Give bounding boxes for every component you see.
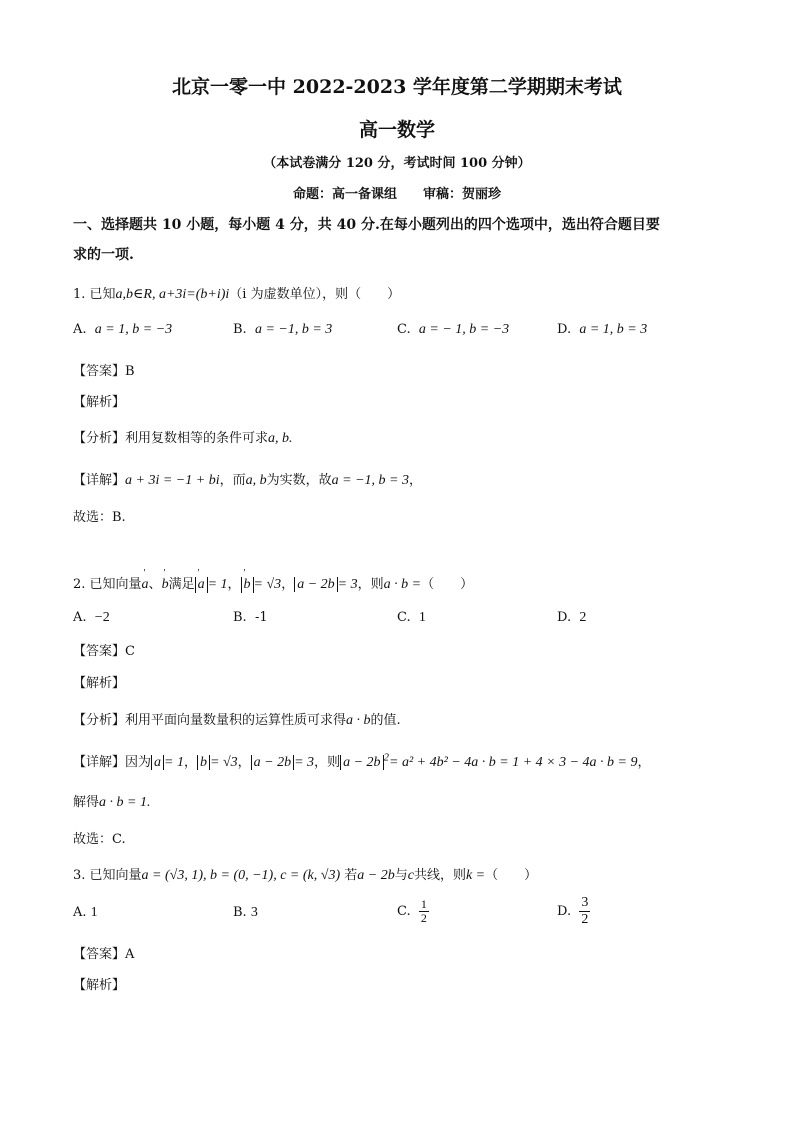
q3-option-c-fraction: $\frac{1}{2}$ (420, 897, 427, 925)
question-1 (73, 283, 400, 303)
q2-option-b: B. -1 (233, 610, 268, 625)
q2-solve: 解得a · b = 1. (73, 795, 151, 810)
q3-option-c: C. $\frac{1}{2}$ (397, 897, 427, 925)
authors-line: 命题：高一备课组 审稿：贺丽珍 (292, 187, 501, 202)
q3-option-d: D. $\frac{3}{2}$ (557, 895, 589, 927)
question-3: 3. 已知向量a = (√3, 1), b = (0, −1), c = (k, √3) 若a − 2b与c共线，则k =（ ） (73, 868, 538, 883)
exam-title: 北京一零一中 2022-2023 学年度第二学期期末考试 (172, 76, 622, 98)
q1-note: （i 为虚数单位），则（ ） (229, 287, 401, 302)
q1-option-b: B. a = −1, b = 3 (233, 322, 333, 337)
q2-option-d: D. 2 (557, 610, 587, 625)
q1-math: a,b∈R, a+3i=(b+i)i (115, 287, 230, 302)
q2-fenxi: 【分析】利用平面向量数量积的运算性质可求得a · b的值. (73, 713, 401, 728)
q2-option-c: C. 1 (397, 610, 426, 625)
q1-analysis-tag: 【解析】 (73, 395, 126, 410)
q2-conclusion: 故选：C. (73, 832, 126, 847)
q3-option-b: B. 3 (233, 905, 258, 920)
q3-analysis-tag: 【解析】 (73, 978, 126, 993)
q1-answer: 【答案】B (73, 364, 135, 379)
q1-conclusion: 故选：B. (73, 510, 126, 525)
q3-option-d-fraction: $\frac{3}{2}$ (581, 895, 589, 927)
q1-option-d: D. a = 1, b = 3 (557, 322, 648, 337)
q3-option-a: A. 1 (73, 905, 98, 920)
section-heading-line1: 一、选择题共 10 小题，每小题 4 分，共 40 分.在每小题列出的四个选项中，选出符合题目要 (73, 217, 660, 233)
q1-detail: 【详解】a + 3i = −1 + bi，而a, b为实数，故a = −1, b = 3， (73, 473, 422, 488)
q2-analysis-tag: 【解析】 (73, 676, 126, 691)
q2-answer: 【答案】C (73, 644, 135, 659)
section-heading-line2: 求的一项. (73, 247, 134, 263)
question-2: 2. 已知向量' a、' b满足' a = 1，' b = √3， a − 2b = 3，则a · b =（ ） (73, 573, 473, 593)
q2-option-a: A. −2 (73, 610, 110, 625)
q1-number: 1. 已知 (73, 287, 116, 302)
q2-detail: 【详解】因为 a = 1， b = √3， a − 2b = 3，则 a − 2b $^2$= a² + 4b² − 4a · b = 1 + 4 × 3 − 4a · b = 9， (73, 751, 651, 770)
q1-fenxi: 【分析】利用复数相等的条件可求a, b. (73, 431, 293, 446)
subject-title: 高一数学 (358, 119, 435, 141)
q3-answer: 【答案】A (73, 947, 135, 962)
exam-info: （本试卷满分 120 分，考试时间 100 分钟） (263, 156, 531, 171)
q1-option-c: C. a = − 1, b = −3 (397, 322, 510, 337)
q1-option-a: A. a = 1, b = −3 (73, 322, 173, 337)
